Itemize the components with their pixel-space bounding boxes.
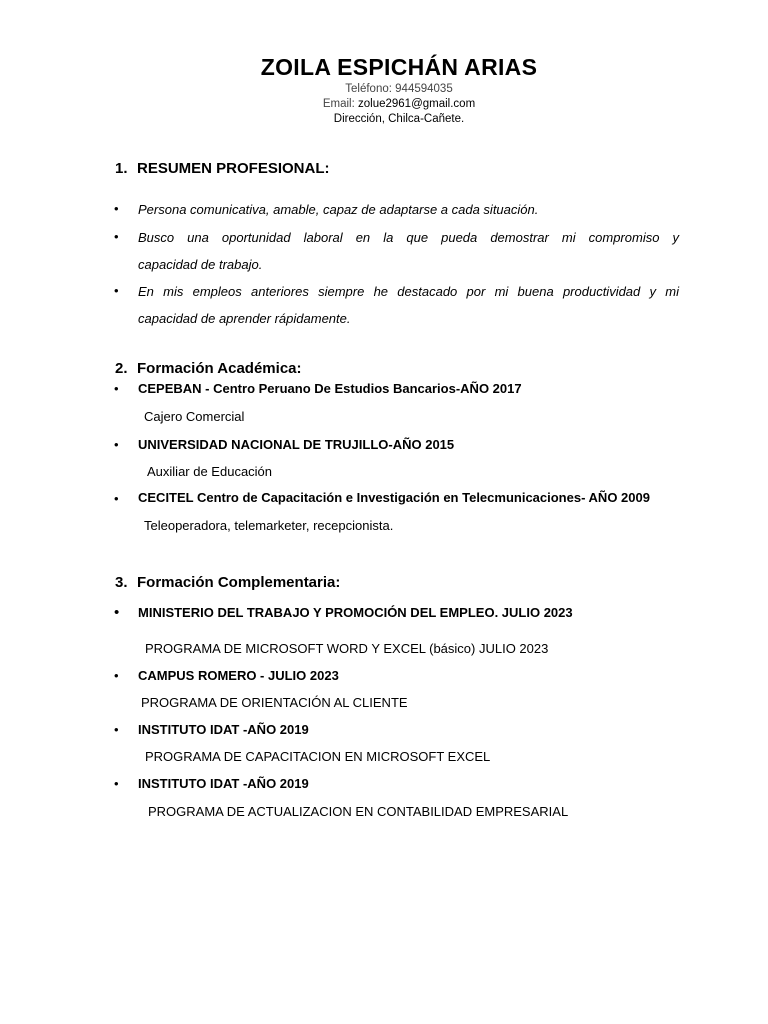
complementary-item-1-detail: PROGRAMA DE MICROSOFT WORD Y EXCEL (básico) JULIO 2023 — [145, 641, 549, 656]
education-item-3-institution: CECITEL Centro de Capacitación e Investigación en Telecmunicaciones- AÑO 2009 — [138, 490, 650, 505]
education-section-title — [115, 359, 302, 379]
education-item-1-detail: Cajero Comercial — [144, 409, 245, 424]
summary-item-3 — [138, 278, 679, 332]
bullet-icon: • — [114, 201, 119, 216]
complementary-item-2-detail: PROGRAMA DE ORIENTACIÓN AL CLIENTE — [141, 695, 408, 710]
summary-item-2 — [138, 224, 679, 278]
complementary-item-4-detail: PROGRAMA DE ACTUALIZACION EN CONTABILIDAD EMPRESARIAL — [148, 804, 569, 819]
complementary-section-label: Formación Complementaria: — [137, 574, 341, 591]
education-section-label: Formación Académica: — [137, 360, 302, 377]
phone-value: 944594035 — [395, 83, 453, 95]
bullet-icon: • — [114, 283, 119, 298]
bullet-icon: • — [114, 604, 120, 621]
bullet-icon: • — [114, 229, 119, 244]
email-label: Email: — [322, 98, 355, 110]
complementary-item-3-detail: PROGRAMA DE CAPACITACION EN MICROSOFT EXCEL — [145, 749, 491, 764]
education-item-3-detail: Teleoperadora, telemarketer, recepcionista. — [144, 518, 394, 533]
education-item-2-institution: UNIVERSIDAD NACIONAL DE TRUJILLO-AÑO 2015 — [138, 437, 455, 452]
summary-section-label: RESUMEN PROFESIONAL: — [137, 160, 330, 177]
bullet-icon: • — [114, 722, 119, 737]
summary-item-3-line-2: capacidad de aprender rápidamente. — [138, 311, 351, 326]
address-value: Dirección, Chilca-Cañete. — [333, 113, 465, 125]
cv-header — [0, 52, 768, 127]
complementary-item-1-institution: MINISTERIO DEL TRABAJO Y PROMOCIÓN DEL EMPLEO. JULIO 2023 — [138, 605, 573, 620]
bullet-icon: • — [114, 668, 119, 683]
education-item-1-institution: CEPEBAN - Centro Peruano De Estudios Bancarios-AÑO 2017 — [138, 381, 522, 396]
education-section-number: 2. — [115, 360, 128, 377]
complementary-item-4-institution: INSTITUTO IDAT -AÑO 2019 — [138, 776, 309, 791]
email-value[interactable]: zolue2961@gmail.com — [358, 98, 476, 110]
complementary-section-title — [115, 573, 340, 593]
summary-item-3-line-1: En mis empleos anteriores siempre he destacado por mi buena productividad y mi — [138, 284, 679, 299]
candidate-name: ZOILA ESPICHÁN ARIAS — [260, 54, 538, 80]
summary-section-title — [115, 159, 330, 179]
complementary-section-number: 3. — [115, 574, 128, 591]
complementary-item-3-institution: INSTITUTO IDAT -AÑO 2019 — [138, 722, 309, 737]
bullet-icon: • — [114, 437, 119, 452]
summary-item-1 — [138, 196, 679, 223]
bullet-icon: • — [114, 381, 119, 396]
phone-line — [0, 82, 768, 97]
summary-item-1-text: Persona comunicativa, amable, capaz de adaptarse a cada situación. — [138, 202, 539, 217]
bullet-icon: • — [114, 776, 119, 791]
summary-section-number: 1. — [115, 160, 128, 177]
address-line — [0, 112, 768, 127]
education-item-2-detail: Auxiliar de Educación — [147, 464, 273, 479]
summary-item-2-line-2: capacidad de trabajo. — [138, 257, 263, 272]
phone-label: Teléfono: — [345, 83, 392, 95]
summary-item-2-line-1: Busco una oportunidad laboral en la que pueda demostrar mi compromiso y — [138, 230, 679, 245]
bullet-icon: • — [114, 491, 119, 506]
complementary-item-2-institution: CAMPUS ROMERO - JULIO 2023 — [138, 668, 339, 683]
email-line — [0, 97, 768, 112]
